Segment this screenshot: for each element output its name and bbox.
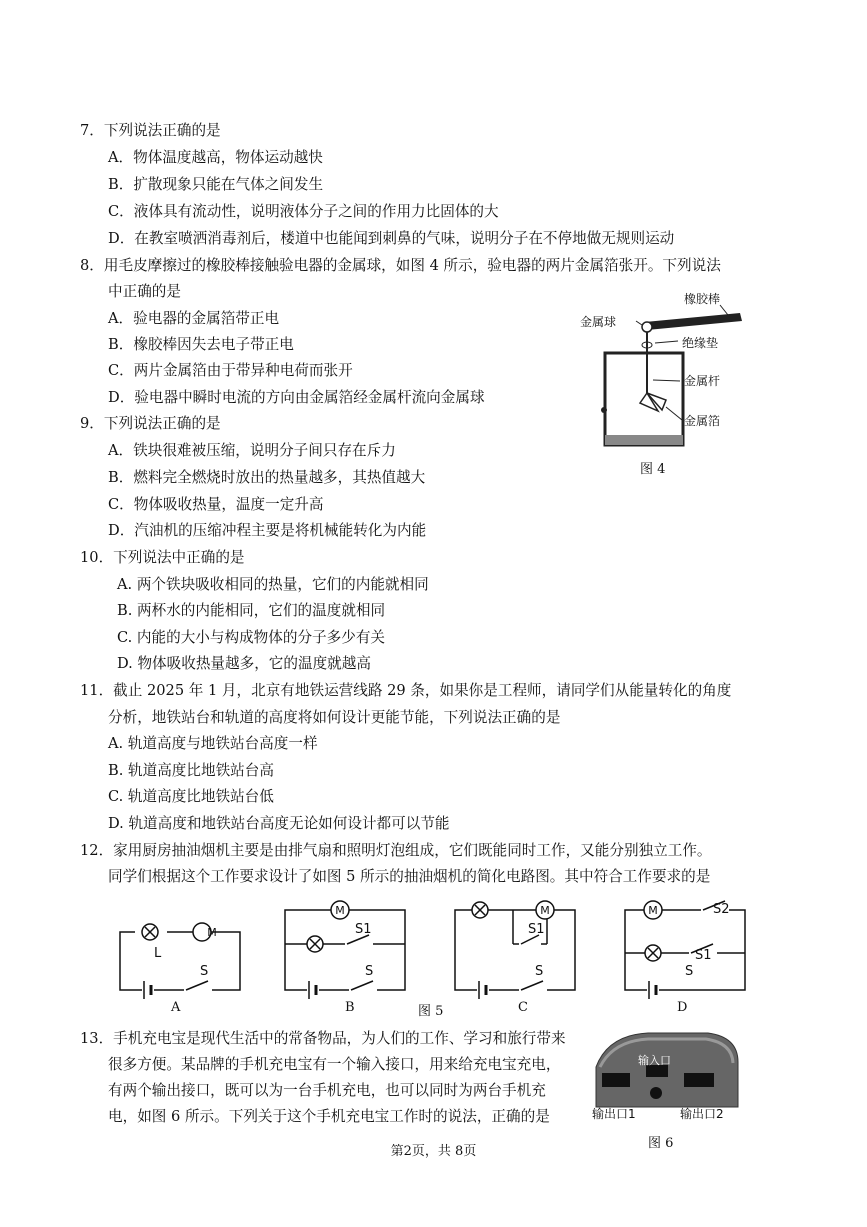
circuit-a-lamp-label: L <box>154 946 162 961</box>
circuit-b <box>285 901 405 999</box>
circuit-d-switch-label: S <box>685 964 694 979</box>
question-11-option-d: D. 轨道高度和地铁站台高度无论如何设计都可以节能 <box>108 815 450 832</box>
question-10-option-d: D. 物体吸收热量越多，它的温度就越高 <box>117 655 371 672</box>
jar-knob <box>601 407 607 413</box>
question-8-stem: 8．用毛皮摩擦过的橡胶棒接触验电器的金属球，如图 4 所示，验电器的两片金属箔张开。下列说法 <box>80 257 721 274</box>
figure-5-circuits <box>110 895 760 1005</box>
figure-4-electroscope <box>570 285 770 460</box>
question-9-stem: 9．下列说法正确的是 <box>80 415 221 432</box>
question-10-option-b: B. 两杯水的内能相同，它们的温度就相同 <box>117 602 386 619</box>
circuit-c <box>455 901 575 999</box>
circuit-a <box>120 923 240 999</box>
figure-5-caption: 图 5 <box>418 1004 444 1019</box>
electroscope-jar <box>605 353 683 445</box>
label-metal-pole: 金属杆 <box>684 374 721 388</box>
circuit-b-switch1-label: S1 <box>355 922 372 937</box>
question-11-option-c: C. 轨道高度比地铁站台低 <box>108 788 274 805</box>
question-8-option-c: C．两片金属箔由于带异种电荷而张开 <box>108 362 353 379</box>
circuit-d-switch1-label: S1 <box>695 948 712 963</box>
question-11-option-b: B. 轨道高度比地铁站台高 <box>108 762 274 779</box>
rubber-rod-shape <box>645 313 742 330</box>
circuit-b-motor-letter: M <box>335 904 345 917</box>
question-13-line2: 很多方便。某品牌的手机充电宝有一个输入接口，用来给充电宝充电， <box>108 1056 561 1073</box>
question-10-stem: 10．下列说法中正确的是 <box>80 549 245 566</box>
question-11-stem: 11．截止 2025 年 1 月，北京有地铁运营线路 29 条，如果你是工程师，请同学们从能量转化的角度 <box>80 682 732 699</box>
input-port-label: 输入口 <box>638 1054 671 1067</box>
rod-leader-line <box>720 305 728 315</box>
pole-leader-line <box>653 380 680 381</box>
circuit-d-switch2-label: S2 <box>713 902 730 917</box>
circuit-a-motor-letter: M <box>207 926 217 939</box>
question-13-line4: 电，如图 6 所示。下列关于这个手机充电宝工作时的说法，正确的是 <box>108 1108 550 1125</box>
question-8-stem-cont: 中正确的是 <box>108 283 181 300</box>
question-12-stem-cont: 同学们根据这个工作要求设计了如图 5 所示的抽油烟机的简化电路图。其中符合工作要求的是 <box>108 868 711 885</box>
question-8-option-b: B．橡胶棒因失去电子带正电 <box>108 336 294 353</box>
circuit-b-switch-label: S <box>365 964 374 979</box>
circuit-b-label: B <box>345 1000 355 1015</box>
jar-base <box>605 435 683 445</box>
foil-leader-line <box>666 407 682 420</box>
output-port-1-label: 输出口1 <box>592 1107 636 1121</box>
question-7-stem: 7．下列说法正确的是 <box>80 122 221 139</box>
circuit-a-switch-label: S <box>200 964 209 979</box>
question-7-option-c: C．液体具有流动性，说明液体分子之间的作用力比固体的大 <box>108 203 499 220</box>
question-7-option-b: B．扩散现象只能在气体之间发生 <box>108 176 324 193</box>
circuit-d-motor-letter: M <box>648 904 658 917</box>
question-11-stem-cont: 分析，地铁站台和轨道的高度将如何设计更能节能，下列说法正确的是 <box>108 709 561 726</box>
page-footer: 第2页，共 8页 <box>390 1144 477 1159</box>
power-button <box>650 1087 662 1099</box>
figure-4-caption: 图 4 <box>640 462 666 477</box>
output-port-1-shape <box>602 1073 630 1087</box>
output-port-2-shape <box>684 1073 714 1087</box>
question-9-option-d: D．汽油机的压缩冲程主要是将机械能转化为内能 <box>108 522 427 539</box>
circuit-a-label: A <box>171 1000 181 1015</box>
circuit-d-label: D <box>677 1000 688 1015</box>
question-10-option-a: A. 两个铁块吸收相同的热量，它们的内能就相同 <box>117 576 429 593</box>
pad-leader-line <box>655 341 678 343</box>
metal-ball-shape <box>642 322 652 332</box>
question-7-option-d: D．在教室喷洒消毒剂后，楼道中也能闻到刺鼻的气味，说明分子在不停地做无规则运动 <box>108 230 675 247</box>
question-11-option-a: A. 轨道高度与地铁站台高度一样 <box>108 735 318 752</box>
question-9-option-b: B．燃料完全燃烧时放出的热量越多，其热值越大 <box>108 469 426 486</box>
question-9-option-c: C．物体吸收热量，温度一定升高 <box>108 496 324 513</box>
question-13-line3: 有两个输出接口，既可以为一台手机充电，也可以同时为两台手机充 <box>108 1082 546 1099</box>
question-7-option-a: A．物体温度越高，物体运动越快 <box>108 149 323 166</box>
question-10-option-c: C. 内能的大小与构成物体的分子多少有关 <box>117 629 386 646</box>
circuit-c-loop <box>455 910 575 990</box>
circuit-c-switch1-label: S1 <box>528 922 545 937</box>
label-metal-ball: 金属球 <box>580 315 617 329</box>
question-13-line1: 13．手机充电宝是现代生活中的常备物品，为人们的工作、学习和旅行带来 <box>80 1030 566 1047</box>
label-metal-foil: 金属箔 <box>684 414 721 428</box>
question-12-stem: 12．家用厨房抽油烟机主要是由排气扇和照明灯泡组成，它们既能同时工作，又能分别独立工作。 <box>80 842 712 859</box>
output-port-2-label: 输出口2 <box>680 1107 724 1121</box>
circuit-c-switch-label: S <box>535 964 544 979</box>
question-9-option-a: A．铁块很难被压缩，说明分子间只存在斥力 <box>108 442 396 459</box>
label-rubber-rod: 橡胶棒 <box>684 292 721 306</box>
question-8-option-d: D．验电器中瞬时电流的方向由金属箔经金属杆流向金属球 <box>108 389 485 406</box>
question-8-option-a: A．验电器的金属箔带正电 <box>108 310 280 327</box>
label-insulating-pad: 绝缘垫 <box>682 336 719 350</box>
circuit-c-motor-letter: M <box>540 904 550 917</box>
ball-leader-line <box>636 321 642 325</box>
circuit-c-label: C <box>518 1000 528 1015</box>
figure-6-caption: 图 6 <box>648 1136 674 1151</box>
